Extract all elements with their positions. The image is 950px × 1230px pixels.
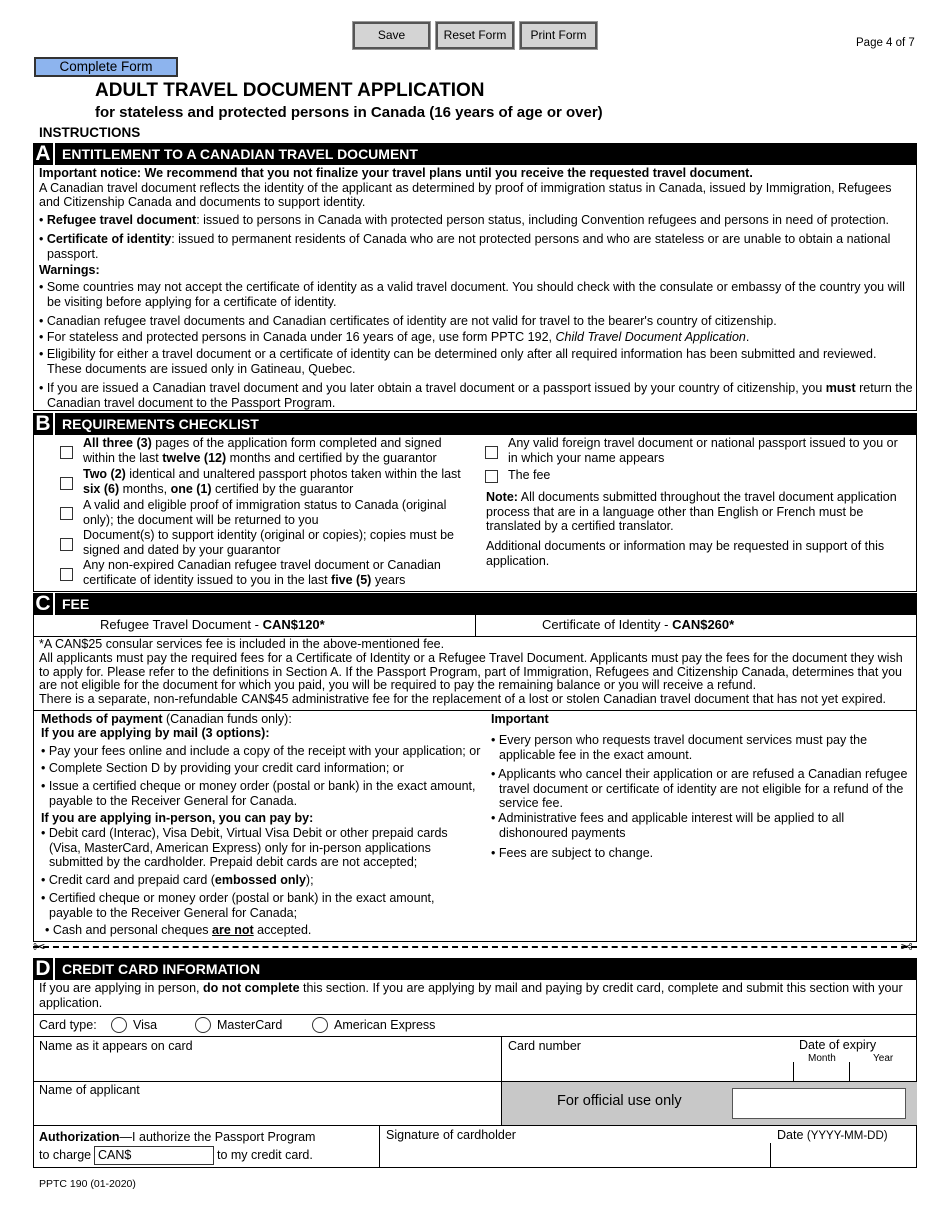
divider xyxy=(475,615,476,636)
warning-item: • If you are issued a Canadian travel document and you later obtain a travel document or a passport issued by your country of citizenship, you must return the Canadian travel document to the Passport Program. xyxy=(39,381,913,410)
visa-radio[interactable] xyxy=(111,1017,127,1033)
important-item: • Every person who requests travel document services must pay the applicable fee in the exact amount. xyxy=(491,733,868,762)
charge-amount-input[interactable]: CAN$ xyxy=(94,1146,214,1165)
scissors-icon: ✂ xyxy=(33,939,46,956)
in-person-option: • Debit card (Interac), Visa Debit, Virtual Visa Debit or other prepaid cards (Visa, MasterCard, American Express) only for in-person applications submitted by the cardholder. Prepaid debit cards are not accepted; xyxy=(41,826,448,869)
checklist-item: Any valid foreign travel document or national passport issued to you or in which your name appears xyxy=(508,436,898,465)
official-use-input[interactable] xyxy=(732,1088,906,1119)
section-title: CREDIT CARD INFORMATION xyxy=(62,961,261,977)
instructions-heading: INSTRUCTIONS xyxy=(39,125,141,140)
checklist-item: Two (2) identical and unaltered passport photos taken within the last six (6) months, one (1) certified by the guarantor xyxy=(83,467,461,496)
american-express-radio[interactable] xyxy=(312,1017,328,1033)
checklist-item: Document(s) to support identity (original or copies); copies must be signed and dated by your guarantor xyxy=(83,528,454,557)
important-item: • Administrative fees and applicable interest will be applied to all dishonoured payments xyxy=(491,811,845,840)
in-person-option: • Cash and personal cheques are not accepted. xyxy=(45,923,312,937)
checklist-item: All three (3) pages of the application form completed and signed within the last twelve (12) months and certified by the guarantor xyxy=(83,436,442,465)
section-letter: D xyxy=(33,958,55,980)
official-use-label: For official use only xyxy=(557,1093,682,1109)
applicant-name-label: Name of applicant xyxy=(39,1083,140,1097)
section-title: REQUIREMENTS CHECKLIST xyxy=(62,416,259,432)
save-button[interactable]: Save xyxy=(353,22,430,49)
in-person-option: • Credit card and prepaid card (embossed only); xyxy=(41,873,314,887)
fee-details: *A CAN$25 consular services fee is included in the above-mentioned fee. All applicants must pay the required fees for a Certificate of Identity or a Refugee Travel Document. Applicants must pay the fees for the document they wish to apply for. Please refer to the definitions in Section A. If the Passport Program, part of Immigration, Refugees and Citizenship Canada, determines that you are not eligible for the document for which you paid, you will be required to pay the remaining balance or you will receive a refund. There is a separate, non-refundable CAN$45 administrative fee for the replacement of a lost or stolen Canadian travel document that has not yet expired. xyxy=(39,637,903,707)
expiry-label: Date of expiry xyxy=(799,1038,877,1052)
month-label: Month xyxy=(808,1053,836,1064)
section-title: ENTITLEMENT TO A CANADIAN TRAVEL DOCUMENT xyxy=(62,146,418,162)
credit-card-intro: If you are applying in person, do not complete this section. If you are applying by mail and paying by credit card, complete and submit this section with your application. xyxy=(39,981,903,1010)
warnings-heading: Warnings: xyxy=(39,263,100,277)
checklist-item: A valid and eligible proof of immigration status to Canada (original only); the document will be returned to you xyxy=(83,498,447,527)
print-form-button[interactable]: Print Form xyxy=(520,22,597,49)
divider xyxy=(33,1036,917,1037)
divider xyxy=(33,1125,917,1126)
refugee-travel-document-fee: Refugee Travel Document - CAN$120* xyxy=(100,617,325,632)
section-a-header xyxy=(33,143,917,165)
authorization-text: Authorization—I authorize the Passport Program xyxy=(39,1130,316,1144)
important-item: • Fees are subject to change. xyxy=(491,846,654,860)
mail-option: • Issue a certified cheque or money order (postal or bank) in the exact amount, payable to the Receiver General for Canada. xyxy=(41,779,476,808)
section-letter: B xyxy=(33,413,55,435)
checklist-item: Any non-expired Canadian refugee travel document or Canadian certificate of identity issued to you in the last five (5) years xyxy=(83,558,441,587)
to-card-label: to my credit card. xyxy=(217,1148,313,1162)
mastercard-label: MasterCard xyxy=(217,1018,283,1032)
section-title: FEE xyxy=(62,596,90,612)
date-input[interactable] xyxy=(772,1143,916,1167)
payment-methods-heading: Methods of payment (Canadian funds only): xyxy=(41,712,292,726)
checklist-checkbox[interactable] xyxy=(60,538,73,551)
divider xyxy=(770,1143,771,1168)
signature-label: Signature of cardholder xyxy=(386,1128,516,1142)
important-item: • Applicants who cancel their application or are refused a Canadian refugee travel document or certificate of identity are not eligible for a refund of the service fee. xyxy=(491,767,908,810)
warning-item: • For stateless and protected persons in Canada under 16 years of age, use form PPTC 192, Child Travel Document Application. xyxy=(39,330,750,344)
additional-documents-note: Additional documents or information may be requested in support of this application. xyxy=(486,539,885,568)
complete-form-button[interactable]: Complete Form xyxy=(34,57,178,77)
page-number: Page 4 of 7 xyxy=(856,37,915,49)
section-b-header xyxy=(33,413,917,435)
section-letter: A xyxy=(33,143,55,165)
divider xyxy=(379,1125,380,1168)
year-label: Year xyxy=(873,1053,894,1064)
reset-form-button[interactable]: Reset Form xyxy=(436,22,514,49)
signature-input[interactable] xyxy=(381,1143,769,1167)
card-number-label: Card number xyxy=(508,1039,581,1053)
form-title: ADULT TRAVEL DOCUMENT APPLICATION xyxy=(95,80,485,101)
mail-option: • Complete Section D by providing your credit card information; or xyxy=(41,761,404,775)
cut-line xyxy=(33,946,917,948)
section-letter: C xyxy=(33,593,55,615)
in-person-option: • Certified cheque or money order (postal or bank) in the exact amount, payable to the Receiver General for Canada; xyxy=(41,891,435,920)
warning-item: • Some countries may not accept the certificate of identity as a valid travel document. You should check with the consulate or embassy of the country you will be visiting before applying for a certificate of identity. xyxy=(39,280,905,309)
certificate-of-identity-fee: Certificate of Identity - CAN$260* xyxy=(542,617,735,632)
name-on-card-input[interactable] xyxy=(34,1054,500,1081)
section-d-header xyxy=(33,958,917,980)
form-id: PPTC 190 (01-2020) xyxy=(39,1178,136,1190)
applicant-name-input[interactable] xyxy=(34,1098,500,1124)
card-type-label: Card type: xyxy=(39,1018,97,1032)
scissors-icon: ✂ xyxy=(900,939,913,956)
divider xyxy=(33,710,917,711)
checklist-checkbox[interactable] xyxy=(60,568,73,581)
certificate-of-identity-def: • Certificate of identity: issued to permanent residents of Canada who are not protected persons and who are stateless or are unable to obtain a national passport. xyxy=(39,232,891,261)
important-notice: Important notice: We recommend that you not finalize your travel plans until you receive the requested travel document. A Canadian travel document reflects the identity of the applicant as determined by proof of immigration status in Canada, issued by Immigration, Refugees and Citizenship Canada and documents to support identity. xyxy=(39,166,892,209)
checklist-item: The fee xyxy=(508,468,551,482)
translation-note: Note: All documents submitted throughout the travel document application process that are in a language other than English or French must be translated by a certified translator. xyxy=(486,490,897,533)
checklist-checkbox[interactable] xyxy=(60,446,73,459)
form-subtitle: for stateless and protected persons in Canada (16 years of age or over) xyxy=(95,104,603,121)
checklist-checkbox[interactable] xyxy=(60,477,73,490)
checklist-checkbox[interactable] xyxy=(60,507,73,520)
mail-options-heading: If you are applying by mail (3 options): xyxy=(41,726,270,740)
mastercard-radio[interactable] xyxy=(195,1017,211,1033)
expiry-year-input[interactable] xyxy=(850,1062,916,1081)
date-label: Date (YYYY-MM-DD) xyxy=(777,1128,888,1142)
american-express-label: American Express xyxy=(334,1018,436,1032)
refugee-travel-document-def: • Refugee travel document: issued to persons in Canada with protected person status, including Convention refugees and persons in need of protection. xyxy=(39,213,890,227)
important-heading: Important xyxy=(491,712,549,726)
checklist-checkbox[interactable] xyxy=(485,446,498,459)
name-on-card-label: Name as it appears on card xyxy=(39,1039,193,1053)
divider xyxy=(33,1014,917,1015)
visa-label: Visa xyxy=(133,1018,158,1032)
mail-option: • Pay your fees online and include a copy of the receipt with your application; or xyxy=(41,744,481,758)
to-charge-label: to charge xyxy=(39,1148,92,1162)
checklist-checkbox[interactable] xyxy=(485,470,498,483)
expiry-month-input[interactable] xyxy=(794,1062,848,1081)
in-person-heading: If you are applying in-person, you can pay by: xyxy=(41,811,314,825)
card-number-input[interactable] xyxy=(505,1054,785,1081)
section-c-header xyxy=(33,593,917,615)
warning-item: • Eligibility for either a travel document or a certificate of identity can be determined only after all required information has been submitted and reviewed. These documents are issued only in Gatineau, Quebec. xyxy=(39,347,877,376)
warning-item: • Canadian refugee travel documents and Canadian certificates of identity are not valid for travel to the bearer's country of citizenship. xyxy=(39,314,777,328)
